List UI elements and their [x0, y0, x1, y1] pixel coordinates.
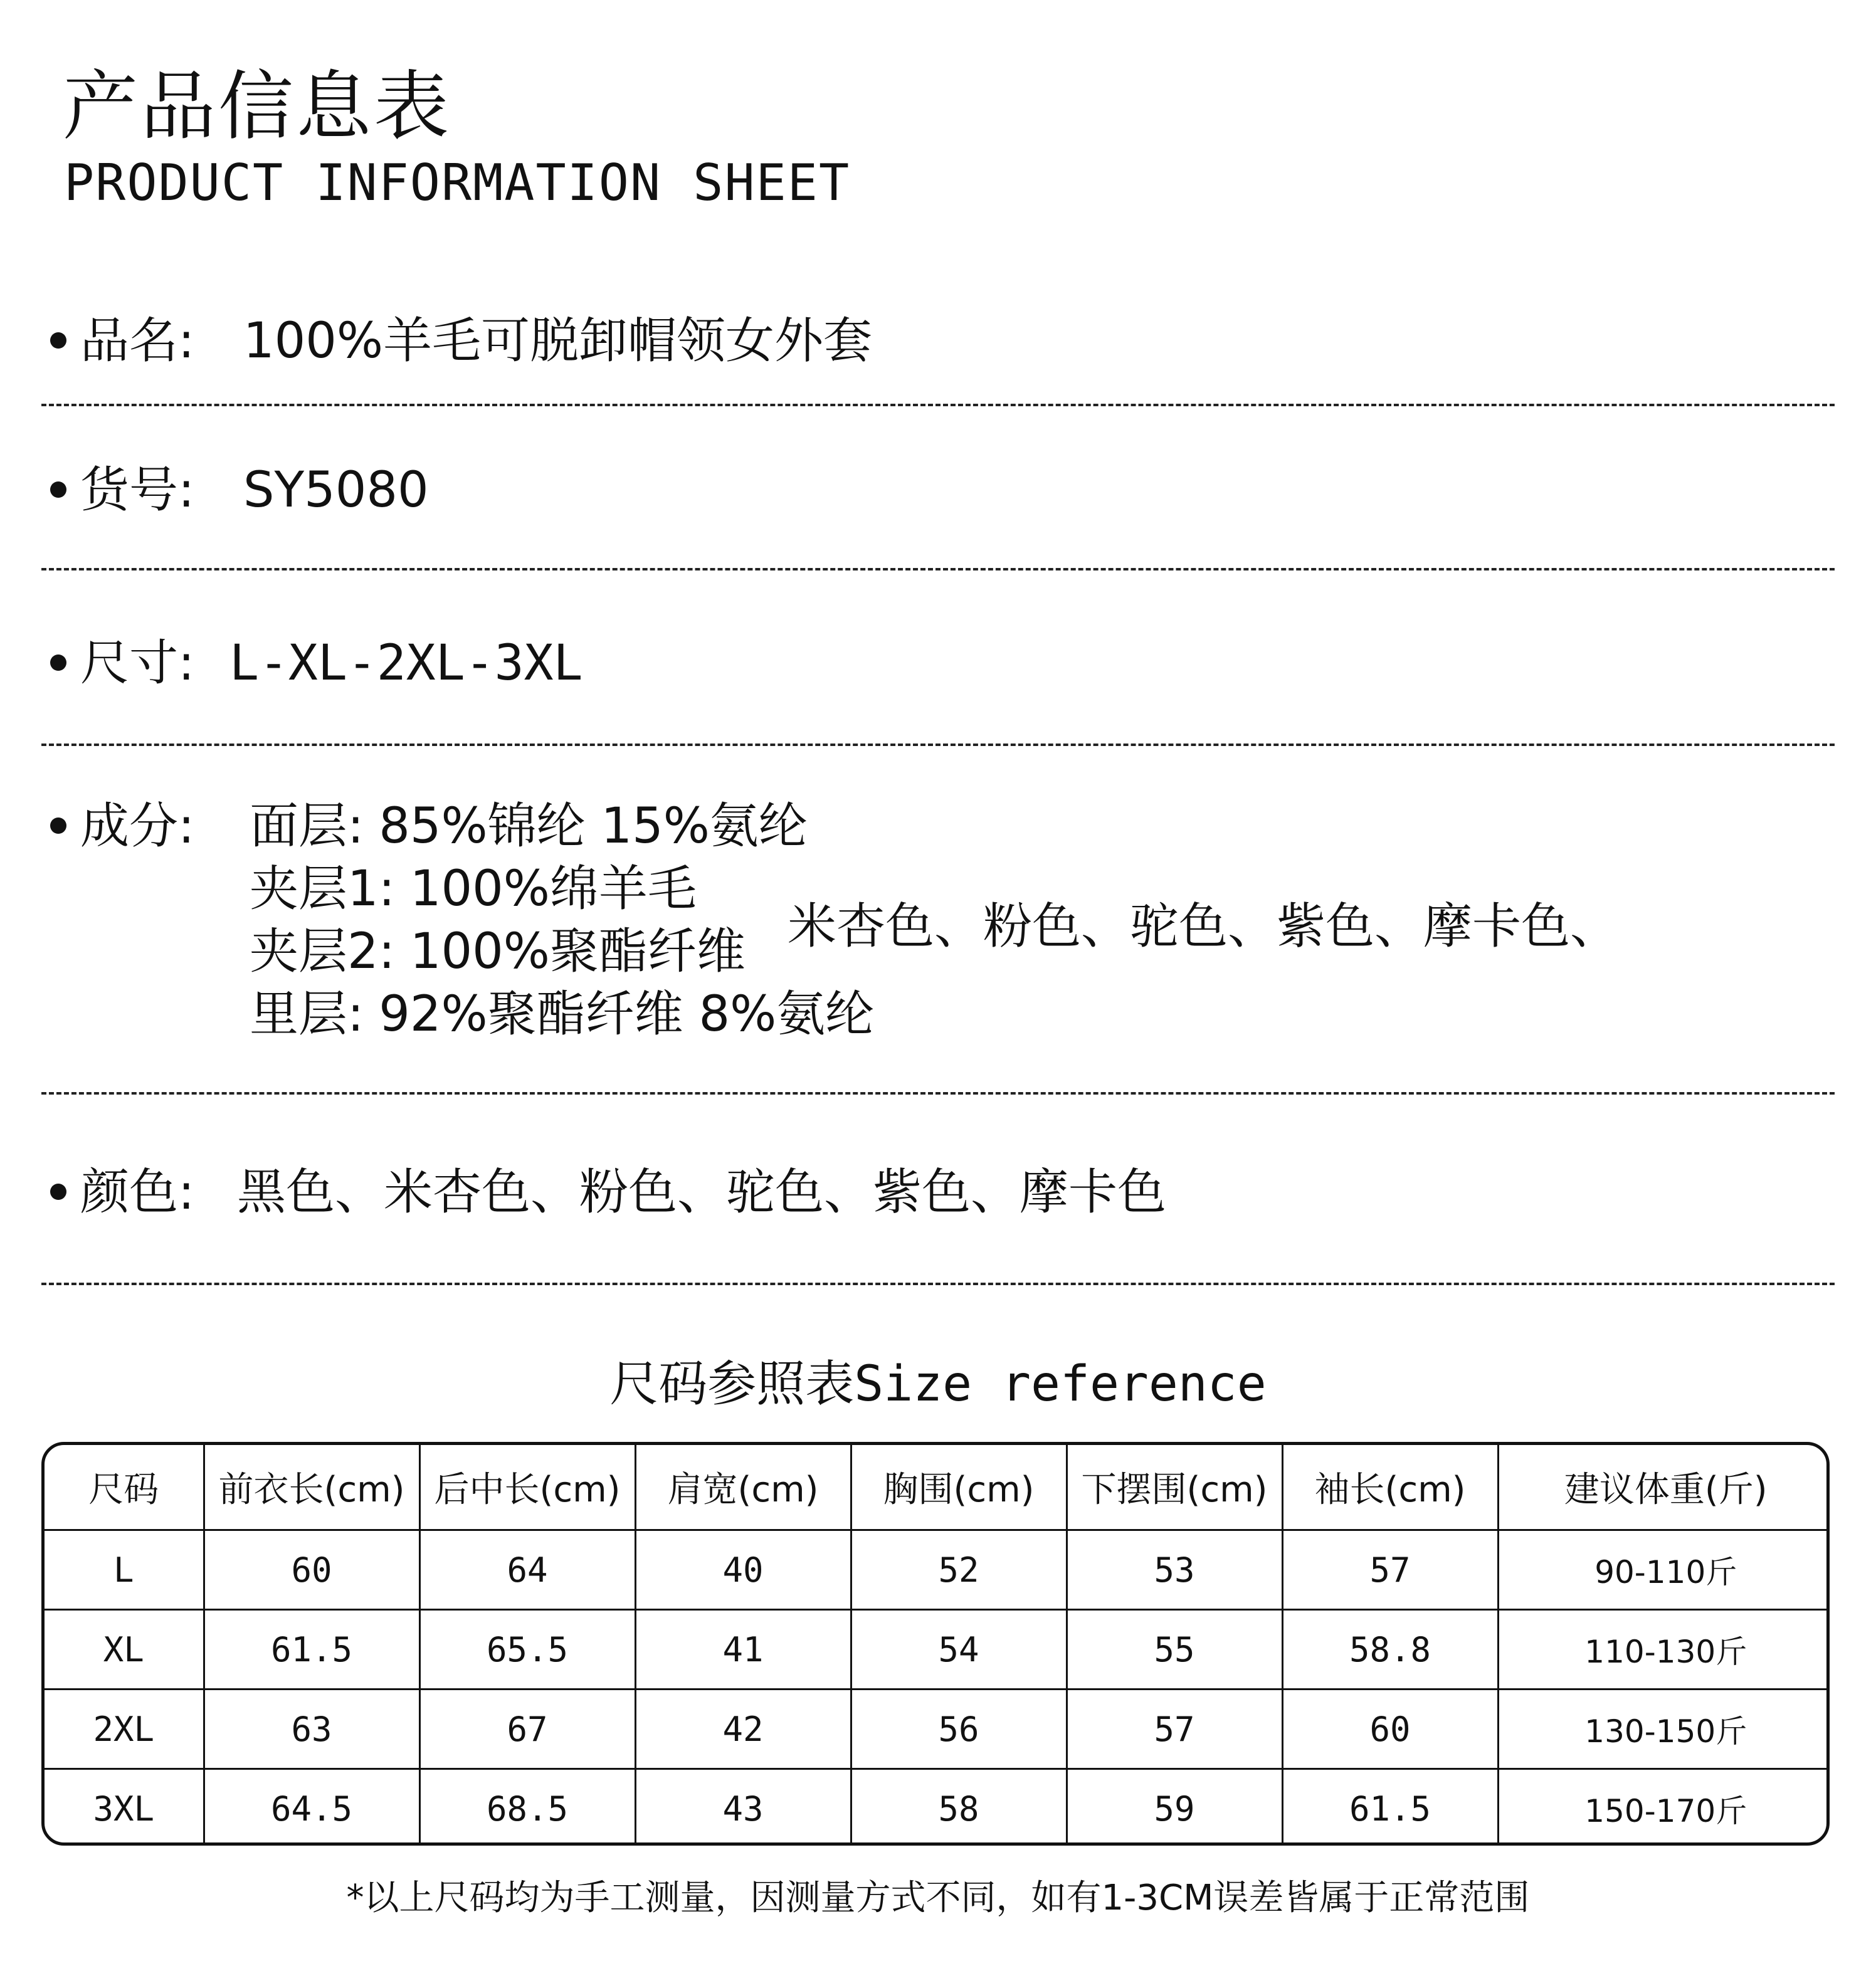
table-header-row — [45, 1445, 1830, 1530]
table-header-cell: 袖长(cm) — [1282, 1445, 1498, 1530]
table-cell: 150-170斤 — [1498, 1769, 1830, 1846]
table-cell: 68.5 — [419, 1769, 635, 1846]
table-cell: 57 — [1282, 1530, 1498, 1610]
table-cell: 61.5 — [1282, 1769, 1498, 1846]
size-table-title — [0, 1353, 1876, 1416]
table-cell: 60 — [1282, 1690, 1498, 1769]
table-cell: 52 — [851, 1530, 1067, 1610]
table-cell: 65.5 — [419, 1610, 635, 1690]
table-cell: 43 — [635, 1769, 851, 1846]
composition-overlay-text: 米杏色、粉色、驼色、紫色、摩卡色、 — [788, 898, 1620, 955]
name-label: 品名: — [80, 313, 195, 369]
table-cell: 3XL — [45, 1769, 204, 1846]
composition-value: 85%锦纶 15%氨纶 — [379, 798, 808, 854]
composition-line — [250, 983, 874, 1046]
table-cell: 56 — [851, 1690, 1067, 1769]
composition-value: 100%绵羊毛 — [409, 861, 697, 917]
composition-value: 100%聚酯纤维 — [409, 923, 746, 980]
divider — [41, 1092, 1835, 1095]
table-cell: 61.5 — [204, 1610, 419, 1690]
divider — [41, 404, 1835, 406]
table-cell: 54 — [851, 1610, 1067, 1690]
table-row — [45, 1530, 1830, 1610]
table-cell: 42 — [635, 1690, 851, 1769]
table-header-cell: 建议体重(斤) — [1498, 1445, 1830, 1530]
table-cell: 63 — [204, 1690, 419, 1769]
bullet-icon — [50, 332, 66, 349]
table-cell: 64.5 — [204, 1769, 419, 1846]
table-cell: 130-150斤 — [1498, 1690, 1830, 1769]
table-row — [45, 1610, 1830, 1690]
table-cell: 67 — [419, 1690, 635, 1769]
size-value: L-XL-2XL-3XL — [229, 635, 583, 691]
info-row-name — [50, 310, 872, 372]
table-header-cell: 前衣长(cm) — [204, 1445, 419, 1530]
table-header-cell: 肩宽(cm) — [635, 1445, 851, 1530]
size-table — [41, 1442, 1830, 1846]
table-header-cell: 尺码 — [45, 1445, 204, 1530]
info-row-composition — [50, 795, 243, 858]
bullet-icon — [50, 817, 66, 834]
footnote: *以上尺码均为手工测量，因测量方式不同，如有1-3CM误差皆属于正常范围 — [346, 1878, 1530, 1918]
composition-line — [250, 795, 808, 858]
divider — [41, 1283, 1835, 1285]
composition-layer: 夹层2: — [250, 923, 395, 980]
table-cell: 60 — [204, 1530, 419, 1610]
table-cell: 57 — [1067, 1690, 1282, 1769]
composition-label: 成分: — [80, 798, 195, 854]
page-subtitle: PRODUCT INFORMATION SHEET — [64, 154, 851, 212]
composition-layer: 夹层1: — [250, 861, 395, 917]
info-row-color — [50, 1161, 1166, 1224]
composition-layer: 面层: — [250, 798, 364, 854]
table-header-cell: 胸围(cm) — [851, 1445, 1067, 1530]
bullet-icon — [50, 481, 66, 498]
table-cell: 55 — [1067, 1610, 1282, 1690]
sku-value: SY5080 — [243, 462, 429, 518]
composition-line — [250, 858, 697, 920]
table-cell: 58 — [851, 1769, 1067, 1846]
table-cell: 110-130斤 — [1498, 1610, 1830, 1690]
table-cell: L — [45, 1530, 204, 1610]
size-table-title-cn: 尺码参照表 — [609, 1356, 855, 1412]
table-cell: 64 — [419, 1530, 635, 1610]
table-cell: 53 — [1067, 1530, 1282, 1610]
size-table-title-en: Size reference — [854, 1356, 1267, 1412]
composition-value: 92%聚酯纤维 8%氨纶 — [379, 986, 875, 1043]
divider — [41, 568, 1835, 570]
sku-label: 货号: — [80, 462, 195, 518]
table-row — [45, 1769, 1830, 1846]
table-cell: 41 — [635, 1610, 851, 1690]
table-cell: 2XL — [45, 1690, 204, 1769]
page-title: 产品信息表 — [63, 63, 451, 150]
table-header-cell: 后中长(cm) — [419, 1445, 635, 1530]
composition-layer: 里层: — [250, 986, 364, 1043]
bullet-icon — [50, 654, 66, 671]
composition-line — [250, 920, 746, 983]
color-value: 黑色、米杏色、粉色、驼色、紫色、摩卡色 — [237, 1164, 1167, 1221]
table-cell: 58.8 — [1282, 1610, 1498, 1690]
table-header-cell: 下摆围(cm) — [1067, 1445, 1282, 1530]
info-row-sku — [50, 459, 429, 522]
table-cell: 90-110斤 — [1498, 1530, 1830, 1610]
name-value: 100%羊毛可脱卸帽领女外套 — [243, 313, 872, 369]
bullet-icon — [50, 1184, 66, 1200]
divider — [41, 744, 1835, 746]
table-cell: 40 — [635, 1530, 851, 1610]
color-label: 颜色: — [80, 1164, 195, 1221]
info-row-size — [50, 632, 583, 695]
table-cell: 59 — [1067, 1769, 1282, 1846]
size-label: 尺寸: — [80, 635, 195, 691]
table-row — [45, 1690, 1830, 1769]
table-cell: XL — [45, 1610, 204, 1690]
